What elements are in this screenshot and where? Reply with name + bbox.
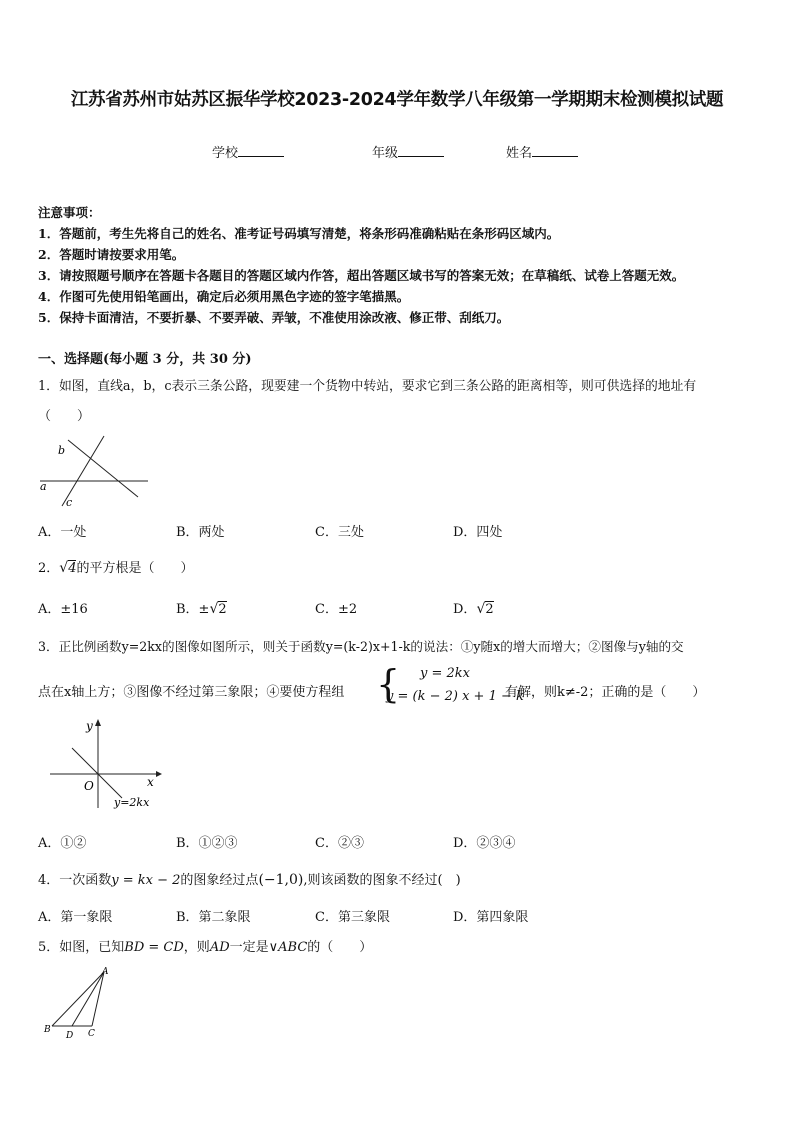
q4-option-a[interactable]: A．第一象限 [38, 910, 113, 925]
q2-radicand: 4 [68, 561, 77, 576]
question-2-text [38, 557, 194, 576]
question-4-text [38, 869, 461, 888]
label-x: x [147, 775, 154, 789]
name-field [506, 142, 578, 161]
q1-option-d[interactable]: D．四处 [453, 525, 503, 540]
sqrt-sign: √ [476, 601, 486, 617]
q3-option-d[interactable]: D．②③④ [453, 836, 516, 851]
q2-prefix: 2． [38, 561, 60, 576]
label-d: D [66, 1031, 74, 1041]
label-c: C [88, 1029, 95, 1039]
brace-icon: { [376, 662, 401, 706]
label-b: B [44, 1025, 51, 1035]
grade-blank [398, 144, 444, 157]
segment-ab [52, 972, 104, 1026]
segment-ad [72, 972, 104, 1026]
school-blank [238, 144, 284, 157]
q2-option-a[interactable]: A．±16 [38, 602, 88, 617]
q3-option-a[interactable]: A．①② [38, 836, 87, 851]
q4-option-d[interactable]: D．第四象限 [453, 910, 529, 925]
question-5-figure [40, 964, 120, 1042]
q4-prefix: 4．一次函数 [38, 873, 112, 888]
q2-option-d-prefix: D． [453, 602, 477, 617]
name-blank [532, 144, 578, 157]
y-axis-arrow-icon [95, 719, 101, 726]
note-item: 2．答题时请按要求用笔。 [38, 247, 185, 262]
q4-point: (−1,0) [258, 872, 304, 888]
equation-system [376, 662, 524, 710]
q2-option-c[interactable]: C．±2 [315, 602, 358, 617]
q5-mid: ，则 [183, 940, 210, 955]
school-label: 学校 [212, 146, 239, 161]
note-item: 3．请按照题号顺序在答题卡各题目的答题区域内作答，超出答题区域书写的答案无效；在草稿纸、试卷上答题无效。 [38, 268, 685, 283]
label-line: y=2kx [114, 796, 150, 809]
grade-label: 年级 [372, 146, 399, 161]
notes-heading: 注意事项： [38, 205, 101, 220]
question-3-figure [46, 716, 166, 812]
label-o: O [84, 779, 94, 793]
q1-option-b[interactable]: B．两处 [176, 525, 225, 540]
note-item: 4．作图可先使用铅笔画出，确定后必须用黑色字迹的签字笔描黑。 [38, 289, 410, 304]
q5-prefix: 5．如图，已知 [38, 940, 125, 955]
q4-mid: 的图象经过点 [180, 873, 259, 888]
page-title: 江苏省苏州市姑苏区振华学校2023-2024学年数学八年级第一学期期末检测模拟试题 [70, 90, 724, 110]
q4-function: y = kx − 2 [111, 873, 181, 888]
note-item: 1．答题前，考生先将自己的姓名、准考证号码填写清楚，将条形码准确粘贴在条形码区域内。 [38, 226, 560, 241]
q5-condition: BD = CD [124, 940, 184, 955]
q3-option-b[interactable]: B．①②③ [176, 836, 238, 851]
label-a: a [40, 480, 47, 493]
q2-option-b-prefix: B．± [176, 602, 210, 617]
line-y2kx [72, 748, 122, 798]
q2-option-b[interactable] [176, 598, 227, 617]
question-3-line2a: 点在x轴上方；③图像不经过第三象限；④要使方程组 [38, 685, 345, 700]
question-1-figure [36, 432, 156, 512]
grade-field [372, 142, 444, 161]
q1-option-c[interactable]: C．三处 [315, 525, 364, 540]
q4-option-b[interactable]: B．第二象限 [176, 910, 251, 925]
line-b [68, 440, 138, 497]
sqrt-sign: √ [209, 601, 219, 617]
question-3-text: 3．正比例函数y=2kx的图像如图所示，则关于函数y=(k-2)x+1-k的说法：①y随x的增大而增大；②图像与y轴的交 [38, 639, 684, 654]
q2-option-d-radicand: 2 [485, 602, 494, 617]
question-5-text [38, 936, 372, 955]
note-item: 5．保持卡面清洁，不要折暴、不要弄破、弄皱，不准使用涂改液、修正带、刮纸刀。 [38, 310, 510, 325]
label-a: A [102, 967, 109, 977]
q2-option-b-radicand: 2 [218, 602, 227, 617]
segment-ac [92, 972, 104, 1026]
question-1-paren: （ ） [38, 409, 91, 424]
q5-segment: AD [209, 940, 230, 955]
system-eq-1: y = 2kx [420, 666, 470, 681]
school-field [212, 142, 284, 161]
label-y: y [86, 719, 93, 733]
label-b: b [58, 444, 66, 457]
q3-option-c[interactable]: C．②③ [315, 836, 364, 851]
q2-option-d[interactable] [453, 598, 494, 617]
system-eq-2: y = (k − 2) x + 1 − k [386, 689, 524, 704]
q5-suffix: 的（ ） [307, 940, 373, 955]
sqrt-sign: √ [59, 560, 69, 576]
q5-triangle: ∨ABC [268, 940, 308, 955]
q2-suffix: 的平方根是（ ） [76, 561, 194, 576]
label-c: c [66, 496, 73, 509]
name-label: 姓名 [506, 146, 533, 161]
q4-option-c[interactable]: C．第三象限 [315, 910, 390, 925]
q5-mid2: 一定是 [229, 940, 269, 955]
q1-option-a[interactable]: A．一处 [38, 525, 87, 540]
x-axis-arrow-icon [156, 771, 162, 777]
question-3-line2b: 有解，则k≠-2；正确的是（ ） [505, 685, 706, 700]
q4-suffix: ,则该函数的图象不经过( ) [303, 873, 461, 888]
question-1-text: 1．如图，直线a，b，c表示三条公路，现要建一个货物中转站，要求它到三条公路的距离相等，则可供选择的地址有 [38, 379, 697, 394]
section-title: 一、选择题(每小题 3 分，共 30 分) [38, 352, 252, 367]
